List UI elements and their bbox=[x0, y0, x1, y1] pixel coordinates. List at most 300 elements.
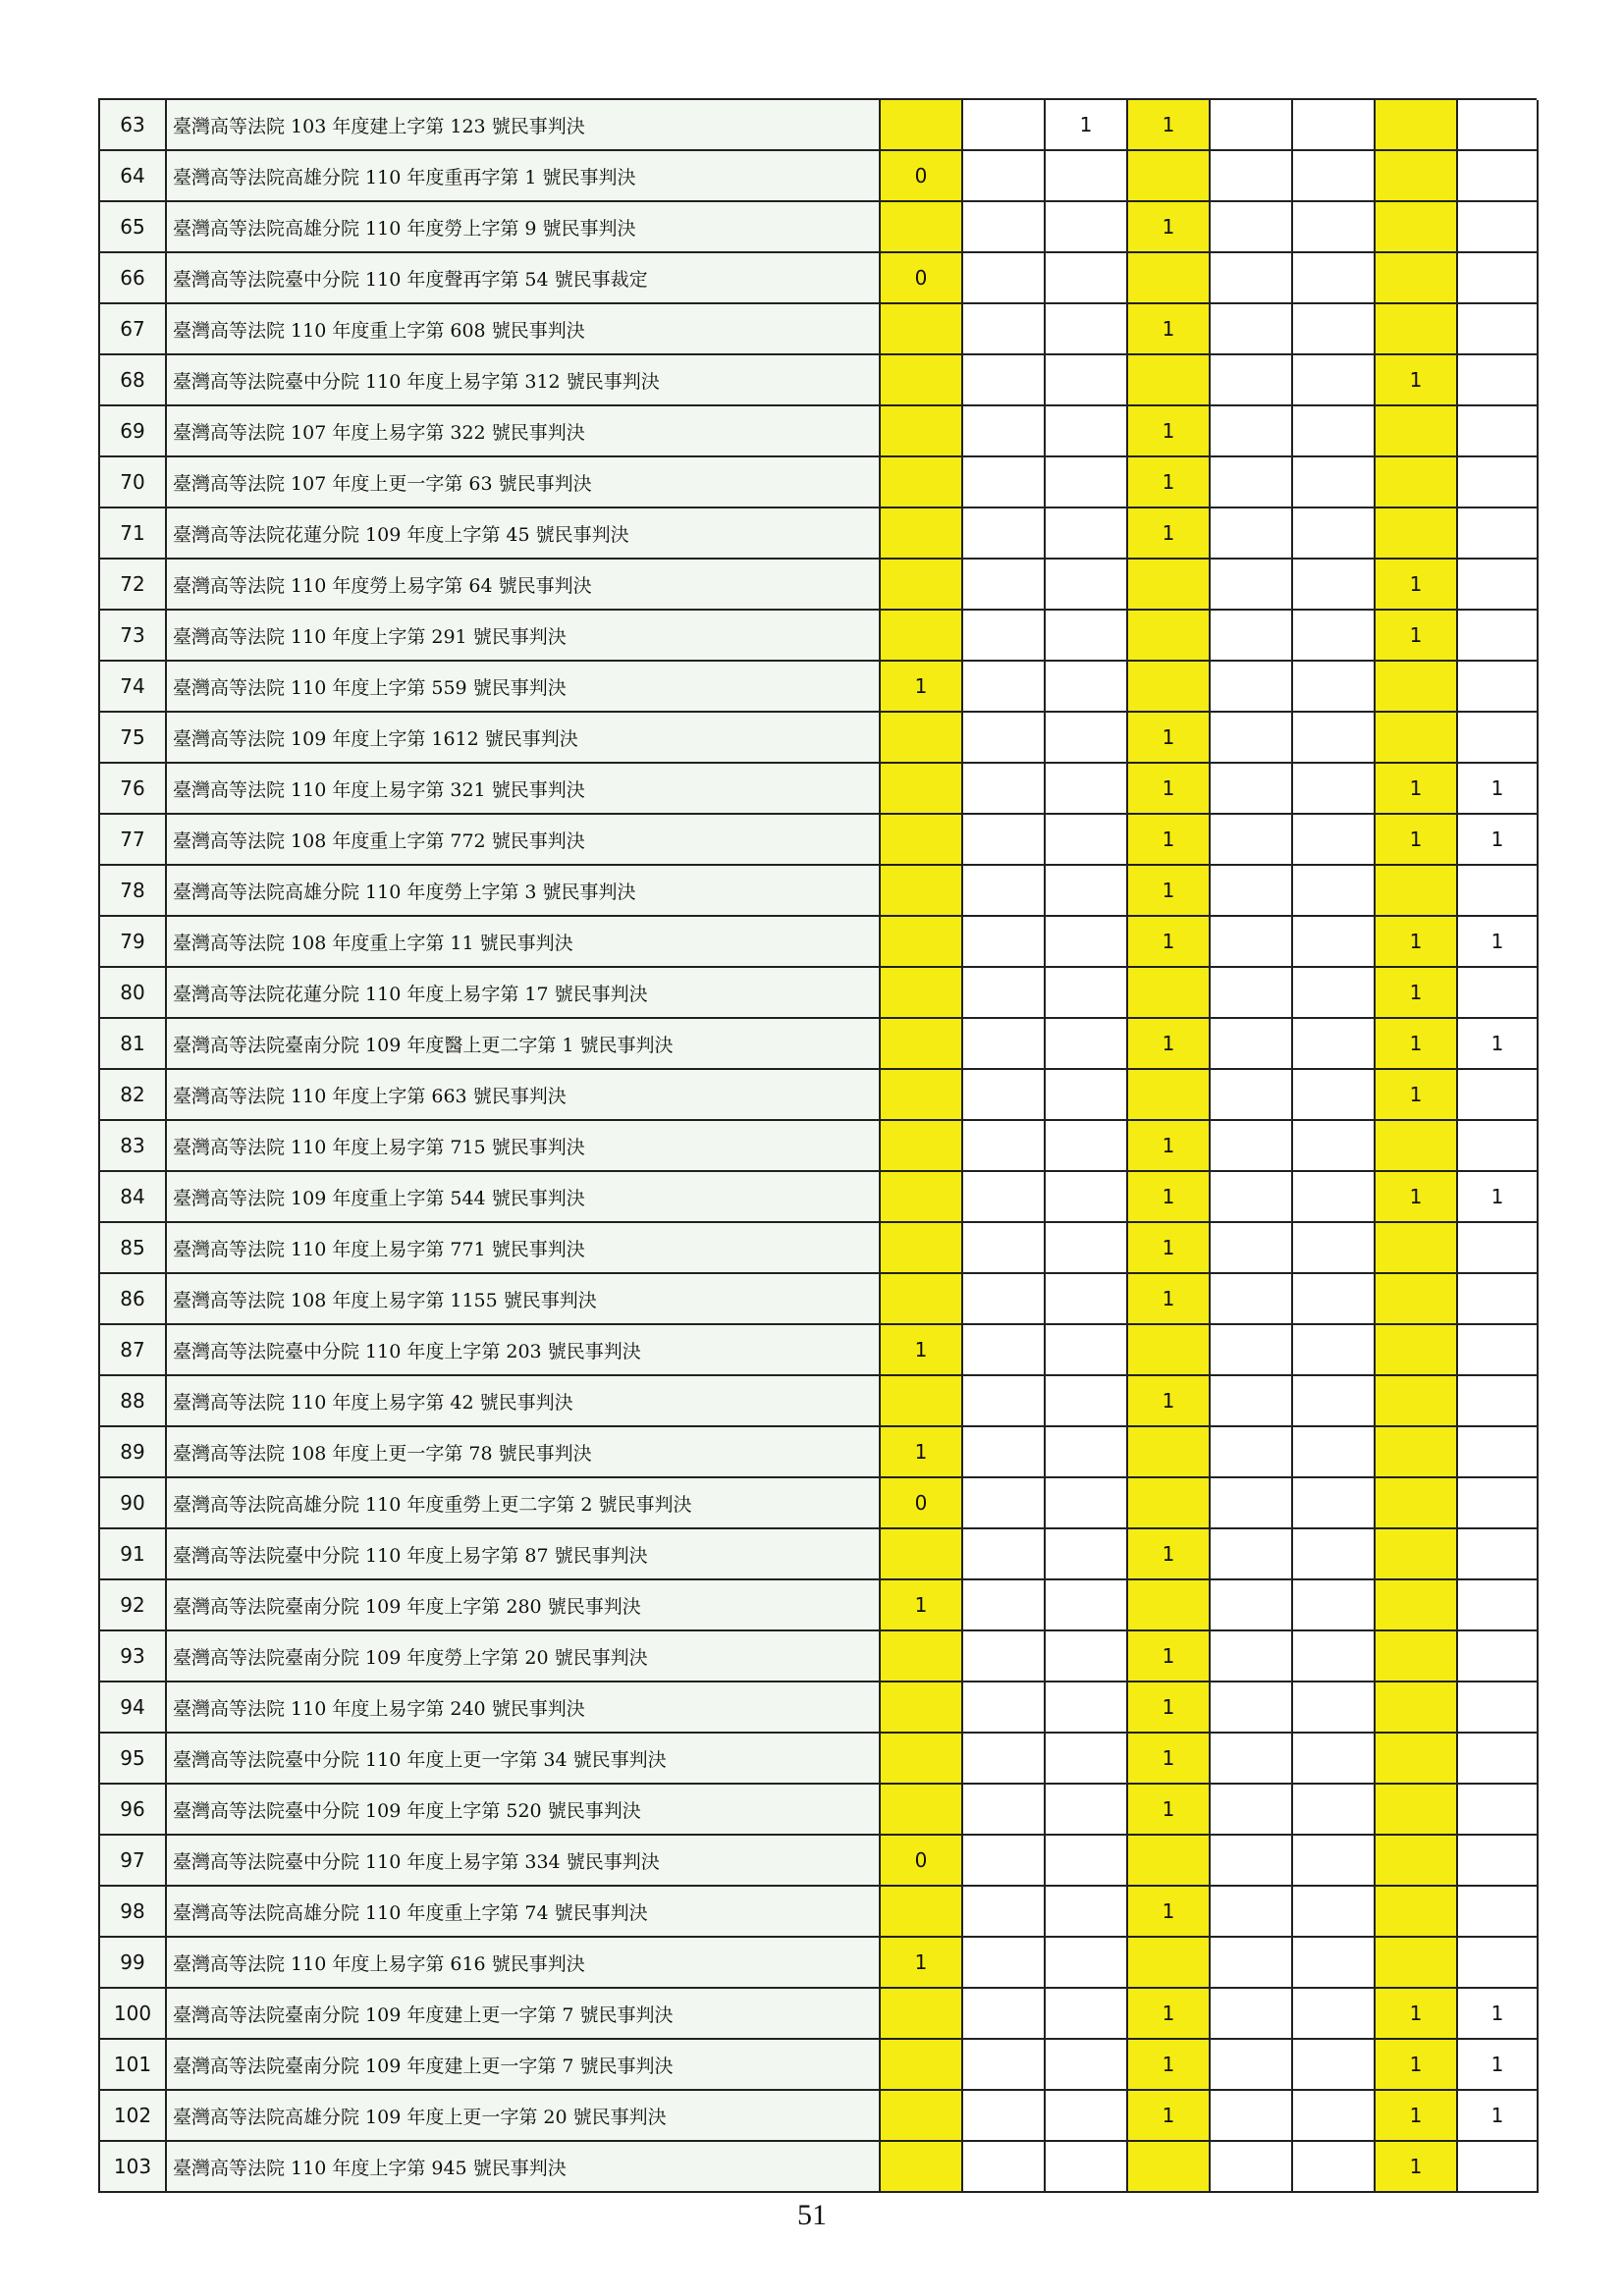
value-cell-7 bbox=[1376, 1887, 1458, 1938]
case-title: 臺灣高等法院 110 年度重上字第 608 號民事判決 bbox=[167, 304, 881, 355]
value-cell-5 bbox=[1211, 100, 1293, 151]
value-cell-8: 1 bbox=[1458, 2040, 1539, 2091]
value-cell-6 bbox=[1293, 100, 1376, 151]
value-cell-5 bbox=[1211, 151, 1293, 202]
value-cell-1 bbox=[881, 1529, 963, 1580]
value-cell-7: 1 bbox=[1376, 1019, 1458, 1070]
table-row bbox=[100, 100, 1539, 151]
case-title: 臺灣高等法院 108 年度重上字第 11 號民事判決 bbox=[167, 917, 881, 968]
value-cell-8 bbox=[1458, 1427, 1539, 1478]
value-cell-7 bbox=[1376, 1121, 1458, 1172]
value-cell-7: 1 bbox=[1376, 1070, 1458, 1121]
value-cell-6 bbox=[1293, 866, 1376, 917]
value-cell-4: 1 bbox=[1128, 1172, 1211, 1223]
table-row bbox=[100, 1836, 1539, 1887]
value-cell-3 bbox=[1046, 968, 1128, 1019]
value-cell-8 bbox=[1458, 1121, 1539, 1172]
value-cell-2 bbox=[963, 2142, 1046, 2193]
value-cell-5 bbox=[1211, 1070, 1293, 1121]
case-title: 臺灣高等法院 107 年度上更一字第 63 號民事判決 bbox=[167, 457, 881, 508]
value-cell-6 bbox=[1293, 764, 1376, 815]
value-cell-2 bbox=[963, 764, 1046, 815]
value-cell-6 bbox=[1293, 457, 1376, 508]
value-cell-5 bbox=[1211, 1580, 1293, 1631]
row-number: 78 bbox=[100, 866, 167, 917]
value-cell-1 bbox=[881, 764, 963, 815]
case-title: 臺灣高等法院高雄分院 110 年度重再字第 1 號民事判決 bbox=[167, 151, 881, 202]
case-title: 臺灣高等法院 108 年度上易字第 1155 號民事判決 bbox=[167, 1274, 881, 1325]
value-cell-3 bbox=[1046, 1887, 1128, 1938]
value-cell-7 bbox=[1376, 100, 1458, 151]
value-cell-7 bbox=[1376, 1274, 1458, 1325]
value-cell-7 bbox=[1376, 1529, 1458, 1580]
case-title: 臺灣高等法院 110 年度勞上易字第 64 號民事判決 bbox=[167, 560, 881, 611]
value-cell-6 bbox=[1293, 968, 1376, 1019]
value-cell-6 bbox=[1293, 1478, 1376, 1529]
case-title: 臺灣高等法院花蓮分院 110 年度上易字第 17 號民事判決 bbox=[167, 968, 881, 1019]
table-row bbox=[100, 1682, 1539, 1734]
value-cell-1 bbox=[881, 1887, 963, 1938]
value-cell-5 bbox=[1211, 2142, 1293, 2193]
table-row bbox=[100, 2091, 1539, 2142]
row-number: 101 bbox=[100, 2040, 167, 2091]
table-row bbox=[100, 1376, 1539, 1427]
value-cell-8 bbox=[1458, 304, 1539, 355]
value-cell-6 bbox=[1293, 1121, 1376, 1172]
value-cell-8 bbox=[1458, 406, 1539, 457]
value-cell-3 bbox=[1046, 1019, 1128, 1070]
value-cell-5 bbox=[1211, 2040, 1293, 2091]
value-cell-3 bbox=[1046, 1580, 1128, 1631]
row-number: 64 bbox=[100, 151, 167, 202]
value-cell-4 bbox=[1128, 355, 1211, 406]
table-row bbox=[100, 866, 1539, 917]
value-cell-2 bbox=[963, 508, 1046, 560]
row-number: 70 bbox=[100, 457, 167, 508]
value-cell-3 bbox=[1046, 1529, 1128, 1580]
row-number: 65 bbox=[100, 202, 167, 253]
value-cell-6 bbox=[1293, 611, 1376, 662]
value-cell-2 bbox=[963, 1274, 1046, 1325]
case-title: 臺灣高等法院臺南分院 109 年度醫上更二字第 1 號民事判決 bbox=[167, 1019, 881, 1070]
value-cell-1 bbox=[881, 1734, 963, 1785]
value-cell-5 bbox=[1211, 1785, 1293, 1836]
value-cell-2 bbox=[963, 1734, 1046, 1785]
table-row bbox=[100, 1785, 1539, 1836]
value-cell-7: 1 bbox=[1376, 815, 1458, 866]
value-cell-4: 1 bbox=[1128, 1019, 1211, 1070]
value-cell-4: 1 bbox=[1128, 1734, 1211, 1785]
value-cell-1 bbox=[881, 815, 963, 866]
value-cell-5 bbox=[1211, 1682, 1293, 1734]
value-cell-8 bbox=[1458, 508, 1539, 560]
value-cell-7 bbox=[1376, 457, 1458, 508]
value-cell-5 bbox=[1211, 917, 1293, 968]
value-cell-2 bbox=[963, 202, 1046, 253]
value-cell-6 bbox=[1293, 1631, 1376, 1682]
table-row bbox=[100, 662, 1539, 713]
row-number: 93 bbox=[100, 1631, 167, 1682]
value-cell-5 bbox=[1211, 1121, 1293, 1172]
row-number: 98 bbox=[100, 1887, 167, 1938]
value-cell-8 bbox=[1458, 1070, 1539, 1121]
value-cell-3 bbox=[1046, 1070, 1128, 1121]
table-row bbox=[100, 202, 1539, 253]
value-cell-1 bbox=[881, 304, 963, 355]
value-cell-4: 1 bbox=[1128, 304, 1211, 355]
table-row bbox=[100, 1427, 1539, 1478]
value-cell-4: 1 bbox=[1128, 815, 1211, 866]
row-number: 68 bbox=[100, 355, 167, 406]
row-number: 96 bbox=[100, 1785, 167, 1836]
row-number: 90 bbox=[100, 1478, 167, 1529]
row-number: 92 bbox=[100, 1580, 167, 1631]
value-cell-7: 1 bbox=[1376, 1989, 1458, 2040]
case-title: 臺灣高等法院臺中分院 110 年度上字第 203 號民事判決 bbox=[167, 1325, 881, 1376]
table-row bbox=[100, 1121, 1539, 1172]
value-cell-6 bbox=[1293, 1376, 1376, 1427]
value-cell-7: 1 bbox=[1376, 1172, 1458, 1223]
value-cell-5 bbox=[1211, 764, 1293, 815]
case-title: 臺灣高等法院 103 年度建上字第 123 號民事判決 bbox=[167, 100, 881, 151]
value-cell-5 bbox=[1211, 866, 1293, 917]
row-number: 80 bbox=[100, 968, 167, 1019]
value-cell-7: 1 bbox=[1376, 355, 1458, 406]
case-title: 臺灣高等法院高雄分院 110 年度勞上字第 9 號民事判決 bbox=[167, 202, 881, 253]
value-cell-1 bbox=[881, 866, 963, 917]
case-title: 臺灣高等法院 110 年度上字第 663 號民事判決 bbox=[167, 1070, 881, 1121]
value-cell-4: 1 bbox=[1128, 1682, 1211, 1734]
value-cell-7 bbox=[1376, 1734, 1458, 1785]
case-title: 臺灣高等法院高雄分院 110 年度重上字第 74 號民事判決 bbox=[167, 1887, 881, 1938]
row-number: 87 bbox=[100, 1325, 167, 1376]
value-cell-1: 0 bbox=[881, 253, 963, 304]
table-row bbox=[100, 1325, 1539, 1376]
value-cell-7 bbox=[1376, 1223, 1458, 1274]
case-title: 臺灣高等法院 109 年度重上字第 544 號民事判決 bbox=[167, 1172, 881, 1223]
value-cell-1 bbox=[881, 1172, 963, 1223]
value-cell-2 bbox=[963, 1223, 1046, 1274]
value-cell-7: 1 bbox=[1376, 764, 1458, 815]
value-cell-8 bbox=[1458, 1734, 1539, 1785]
value-cell-8: 1 bbox=[1458, 1989, 1539, 2040]
value-cell-7: 1 bbox=[1376, 560, 1458, 611]
value-cell-5 bbox=[1211, 2091, 1293, 2142]
value-cell-2 bbox=[963, 1427, 1046, 1478]
table-row bbox=[100, 1938, 1539, 1989]
value-cell-3 bbox=[1046, 1682, 1128, 1734]
table-row bbox=[100, 151, 1539, 202]
value-cell-2 bbox=[963, 1631, 1046, 1682]
value-cell-4: 1 bbox=[1128, 1223, 1211, 1274]
value-cell-4 bbox=[1128, 253, 1211, 304]
case-table bbox=[98, 98, 1537, 2193]
row-number: 94 bbox=[100, 1682, 167, 1734]
row-number: 74 bbox=[100, 662, 167, 713]
case-title: 臺灣高等法院臺南分院 109 年度上字第 280 號民事判決 bbox=[167, 1580, 881, 1631]
value-cell-6 bbox=[1293, 151, 1376, 202]
value-cell-5 bbox=[1211, 1529, 1293, 1580]
value-cell-5 bbox=[1211, 355, 1293, 406]
value-cell-2 bbox=[963, 2091, 1046, 2142]
row-number: 72 bbox=[100, 560, 167, 611]
value-cell-1: 1 bbox=[881, 1938, 963, 1989]
value-cell-6 bbox=[1293, 815, 1376, 866]
value-cell-5 bbox=[1211, 560, 1293, 611]
value-cell-8 bbox=[1458, 1580, 1539, 1631]
value-cell-6 bbox=[1293, 508, 1376, 560]
value-cell-5 bbox=[1211, 611, 1293, 662]
value-cell-8 bbox=[1458, 2142, 1539, 2193]
value-cell-2 bbox=[963, 1887, 1046, 1938]
value-cell-4: 1 bbox=[1128, 713, 1211, 764]
value-cell-5 bbox=[1211, 662, 1293, 713]
value-cell-3 bbox=[1046, 866, 1128, 917]
value-cell-1 bbox=[881, 1070, 963, 1121]
value-cell-1 bbox=[881, 2091, 963, 2142]
table-row bbox=[100, 1172, 1539, 1223]
value-cell-4 bbox=[1128, 611, 1211, 662]
value-cell-4 bbox=[1128, 1836, 1211, 1887]
value-cell-3 bbox=[1046, 151, 1128, 202]
row-number: 97 bbox=[100, 1836, 167, 1887]
value-cell-2 bbox=[963, 1580, 1046, 1631]
row-number: 77 bbox=[100, 815, 167, 866]
value-cell-8: 1 bbox=[1458, 815, 1539, 866]
value-cell-6 bbox=[1293, 406, 1376, 457]
value-cell-7 bbox=[1376, 406, 1458, 457]
table-row bbox=[100, 1478, 1539, 1529]
value-cell-4: 1 bbox=[1128, 2040, 1211, 2091]
value-cell-4 bbox=[1128, 968, 1211, 1019]
row-number: 73 bbox=[100, 611, 167, 662]
value-cell-6 bbox=[1293, 1785, 1376, 1836]
value-cell-7 bbox=[1376, 1938, 1458, 1989]
case-title: 臺灣高等法院花蓮分院 109 年度上字第 45 號民事判決 bbox=[167, 508, 881, 560]
value-cell-1 bbox=[881, 1682, 963, 1734]
value-cell-4: 1 bbox=[1128, 1274, 1211, 1325]
value-cell-5 bbox=[1211, 1734, 1293, 1785]
value-cell-3 bbox=[1046, 1172, 1128, 1223]
value-cell-6 bbox=[1293, 560, 1376, 611]
value-cell-3: 1 bbox=[1046, 100, 1128, 151]
value-cell-8: 1 bbox=[1458, 764, 1539, 815]
case-title: 臺灣高等法院 108 年度上更一字第 78 號民事判決 bbox=[167, 1427, 881, 1478]
row-number: 99 bbox=[100, 1938, 167, 1989]
value-cell-2 bbox=[963, 355, 1046, 406]
value-cell-7 bbox=[1376, 1682, 1458, 1734]
value-cell-8 bbox=[1458, 1631, 1539, 1682]
value-cell-1 bbox=[881, 968, 963, 1019]
value-cell-3 bbox=[1046, 1274, 1128, 1325]
value-cell-2 bbox=[963, 457, 1046, 508]
value-cell-2 bbox=[963, 151, 1046, 202]
value-cell-5 bbox=[1211, 1172, 1293, 1223]
value-cell-4 bbox=[1128, 1478, 1211, 1529]
value-cell-2 bbox=[963, 560, 1046, 611]
value-cell-7 bbox=[1376, 662, 1458, 713]
value-cell-3 bbox=[1046, 1325, 1128, 1376]
value-cell-5 bbox=[1211, 713, 1293, 764]
value-cell-7 bbox=[1376, 1376, 1458, 1427]
value-cell-4 bbox=[1128, 2142, 1211, 2193]
case-title: 臺灣高等法院 110 年度上易字第 42 號民事判決 bbox=[167, 1376, 881, 1427]
value-cell-6 bbox=[1293, 1529, 1376, 1580]
table-row bbox=[100, 253, 1539, 304]
value-cell-2 bbox=[963, 713, 1046, 764]
value-cell-6 bbox=[1293, 355, 1376, 406]
value-cell-1 bbox=[881, 100, 963, 151]
value-cell-1: 0 bbox=[881, 151, 963, 202]
table-row bbox=[100, 1529, 1539, 1580]
row-number: 85 bbox=[100, 1223, 167, 1274]
value-cell-5 bbox=[1211, 1274, 1293, 1325]
value-cell-8 bbox=[1458, 866, 1539, 917]
value-cell-8 bbox=[1458, 355, 1539, 406]
row-number: 103 bbox=[100, 2142, 167, 2193]
value-cell-1 bbox=[881, 202, 963, 253]
value-cell-8 bbox=[1458, 151, 1539, 202]
value-cell-4 bbox=[1128, 151, 1211, 202]
value-cell-4: 1 bbox=[1128, 1121, 1211, 1172]
value-cell-5 bbox=[1211, 1631, 1293, 1682]
table-row bbox=[100, 2040, 1539, 2091]
value-cell-8 bbox=[1458, 662, 1539, 713]
case-title: 臺灣高等法院 110 年度上字第 291 號民事判決 bbox=[167, 611, 881, 662]
value-cell-4 bbox=[1128, 1427, 1211, 1478]
row-number: 66 bbox=[100, 253, 167, 304]
table-row bbox=[100, 2142, 1539, 2193]
value-cell-1 bbox=[881, 611, 963, 662]
row-number: 86 bbox=[100, 1274, 167, 1325]
value-cell-3 bbox=[1046, 662, 1128, 713]
value-cell-8: 1 bbox=[1458, 917, 1539, 968]
value-cell-5 bbox=[1211, 1938, 1293, 1989]
value-cell-5 bbox=[1211, 1427, 1293, 1478]
case-title: 臺灣高等法院高雄分院 110 年度重勞上更二字第 2 號民事判決 bbox=[167, 1478, 881, 1529]
value-cell-2 bbox=[963, 611, 1046, 662]
value-cell-4: 1 bbox=[1128, 917, 1211, 968]
case-title: 臺灣高等法院臺中分院 110 年度上更一字第 34 號民事判決 bbox=[167, 1734, 881, 1785]
value-cell-6 bbox=[1293, 1836, 1376, 1887]
value-cell-5 bbox=[1211, 202, 1293, 253]
value-cell-8 bbox=[1458, 1529, 1539, 1580]
value-cell-4: 1 bbox=[1128, 1631, 1211, 1682]
value-cell-7 bbox=[1376, 1631, 1458, 1682]
row-number: 84 bbox=[100, 1172, 167, 1223]
table-row bbox=[100, 1887, 1539, 1938]
value-cell-1 bbox=[881, 560, 963, 611]
table-row bbox=[100, 968, 1539, 1019]
value-cell-7 bbox=[1376, 151, 1458, 202]
value-cell-5 bbox=[1211, 253, 1293, 304]
value-cell-1 bbox=[881, 406, 963, 457]
row-number: 75 bbox=[100, 713, 167, 764]
table-row bbox=[100, 355, 1539, 406]
row-number: 100 bbox=[100, 1989, 167, 2040]
value-cell-2 bbox=[963, 1121, 1046, 1172]
value-cell-6 bbox=[1293, 1070, 1376, 1121]
value-cell-4: 1 bbox=[1128, 1989, 1211, 2040]
value-cell-2 bbox=[963, 1529, 1046, 1580]
value-cell-2 bbox=[963, 1989, 1046, 2040]
value-cell-7: 1 bbox=[1376, 611, 1458, 662]
value-cell-4: 1 bbox=[1128, 866, 1211, 917]
row-number: 67 bbox=[100, 304, 167, 355]
row-number: 63 bbox=[100, 100, 167, 151]
value-cell-3 bbox=[1046, 1631, 1128, 1682]
value-cell-4 bbox=[1128, 560, 1211, 611]
value-cell-4 bbox=[1128, 1580, 1211, 1631]
value-cell-6 bbox=[1293, 1019, 1376, 1070]
value-cell-3 bbox=[1046, 406, 1128, 457]
value-cell-3 bbox=[1046, 508, 1128, 560]
value-cell-3 bbox=[1046, 917, 1128, 968]
value-cell-4: 1 bbox=[1128, 457, 1211, 508]
value-cell-1 bbox=[881, 1785, 963, 1836]
value-cell-1: 1 bbox=[881, 1325, 963, 1376]
table-row bbox=[100, 815, 1539, 866]
value-cell-4: 1 bbox=[1128, 100, 1211, 151]
value-cell-8 bbox=[1458, 457, 1539, 508]
value-cell-5 bbox=[1211, 1836, 1293, 1887]
value-cell-2 bbox=[963, 2040, 1046, 2091]
value-cell-5 bbox=[1211, 406, 1293, 457]
value-cell-6 bbox=[1293, 202, 1376, 253]
row-number: 102 bbox=[100, 2091, 167, 2142]
value-cell-8 bbox=[1458, 1887, 1539, 1938]
value-cell-7 bbox=[1376, 866, 1458, 917]
value-cell-6 bbox=[1293, 1172, 1376, 1223]
value-cell-8 bbox=[1458, 100, 1539, 151]
value-cell-6 bbox=[1293, 1682, 1376, 1734]
value-cell-1: 1 bbox=[881, 1580, 963, 1631]
value-cell-5 bbox=[1211, 1376, 1293, 1427]
value-cell-1 bbox=[881, 355, 963, 406]
value-cell-5 bbox=[1211, 1325, 1293, 1376]
row-number: 89 bbox=[100, 1427, 167, 1478]
value-cell-8 bbox=[1458, 1274, 1539, 1325]
case-title: 臺灣高等法院臺中分院 110 年度上易字第 87 號民事判決 bbox=[167, 1529, 881, 1580]
row-number: 81 bbox=[100, 1019, 167, 1070]
value-cell-1 bbox=[881, 2040, 963, 2091]
value-cell-6 bbox=[1293, 1938, 1376, 1989]
table-row bbox=[100, 1019, 1539, 1070]
value-cell-3 bbox=[1046, 253, 1128, 304]
value-cell-7 bbox=[1376, 1427, 1458, 1478]
case-title: 臺灣高等法院 110 年度上字第 559 號民事判決 bbox=[167, 662, 881, 713]
value-cell-3 bbox=[1046, 1427, 1128, 1478]
value-cell-4: 1 bbox=[1128, 2091, 1211, 2142]
value-cell-5 bbox=[1211, 304, 1293, 355]
value-cell-2 bbox=[963, 1938, 1046, 1989]
value-cell-7: 1 bbox=[1376, 2040, 1458, 2091]
value-cell-6 bbox=[1293, 304, 1376, 355]
value-cell-4: 1 bbox=[1128, 202, 1211, 253]
case-title: 臺灣高等法院 107 年度上易字第 322 號民事判決 bbox=[167, 406, 881, 457]
value-cell-6 bbox=[1293, 1325, 1376, 1376]
case-title: 臺灣高等法院臺中分院 109 年度上字第 520 號民事判決 bbox=[167, 1785, 881, 1836]
value-cell-2 bbox=[963, 917, 1046, 968]
value-cell-1 bbox=[881, 2142, 963, 2193]
value-cell-6 bbox=[1293, 1427, 1376, 1478]
row-number: 95 bbox=[100, 1734, 167, 1785]
row-number: 83 bbox=[100, 1121, 167, 1172]
value-cell-2 bbox=[963, 968, 1046, 1019]
table-row bbox=[100, 611, 1539, 662]
value-cell-3 bbox=[1046, 1734, 1128, 1785]
case-title: 臺灣高等法院臺南分院 109 年度勞上字第 20 號民事判決 bbox=[167, 1631, 881, 1682]
